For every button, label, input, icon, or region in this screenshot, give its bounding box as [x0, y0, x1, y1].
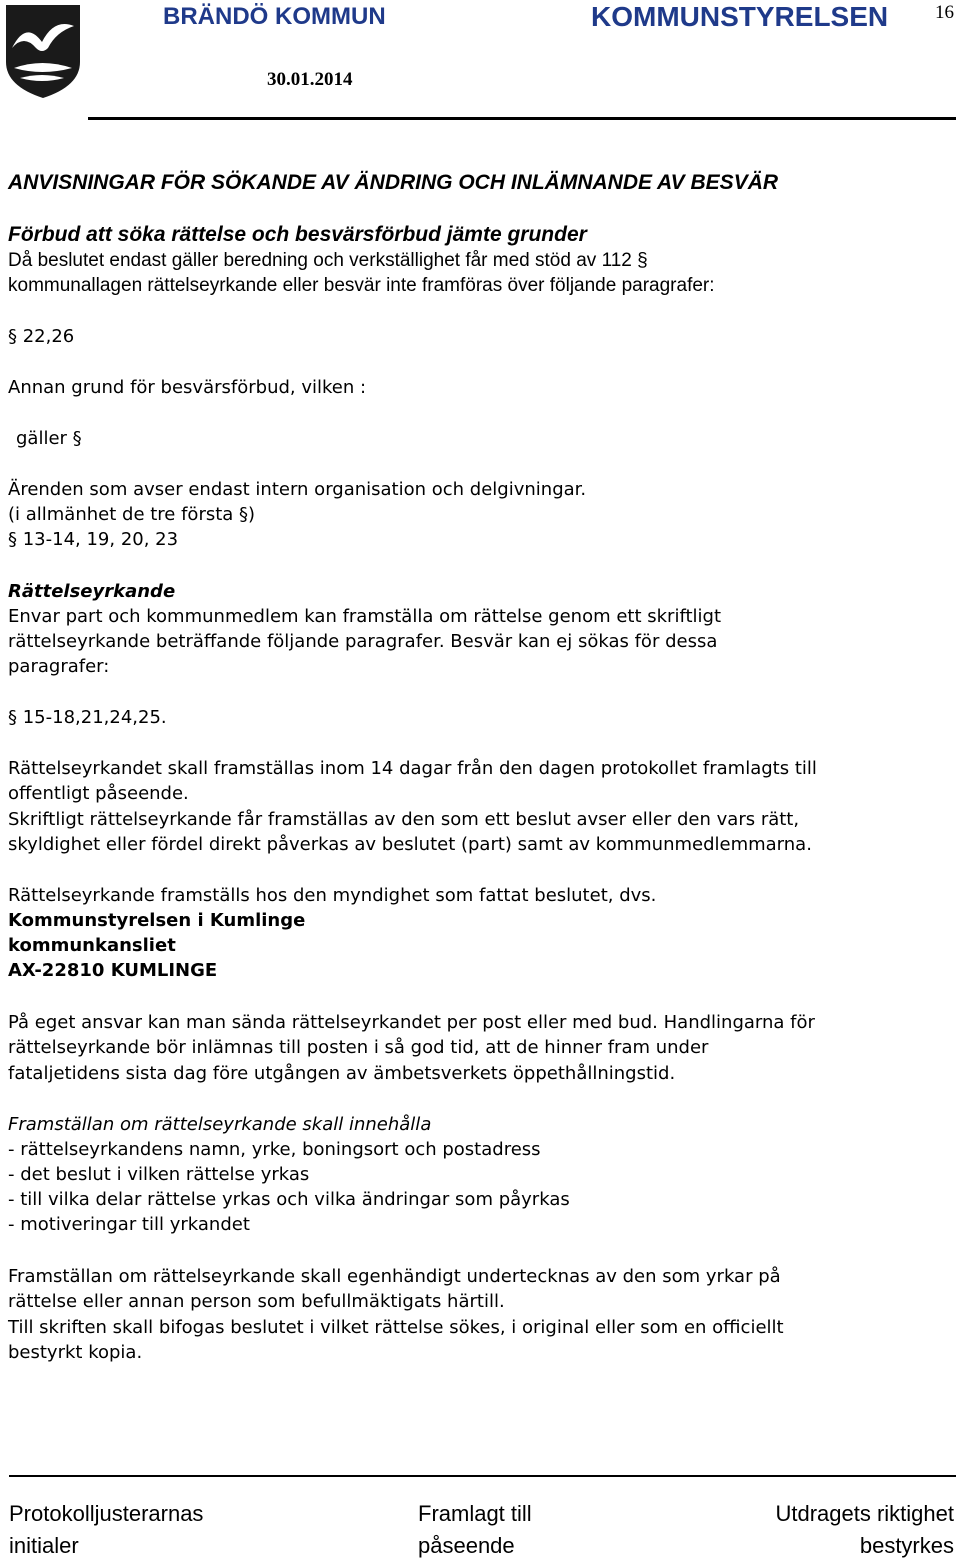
paragraph-list-2: § 13-14, 19, 20, 23 [8, 529, 179, 550]
list-item: - det beslut i vilken rättelse yrkas [8, 1164, 310, 1185]
list-item: - motiveringar till yrkandet [8, 1214, 250, 1235]
paragraph-list-1: § 22,26 [8, 326, 75, 347]
paragraph-list-3: § 15-18,21,24,25. [8, 707, 167, 728]
footer-display-line-2: påseende [418, 1533, 515, 1558]
contents-heading: Framställan om rättelseyrkande skall innehålla [8, 1114, 432, 1135]
other-ground-text: Annan grund för besvärsförbud, vilken : [8, 377, 367, 398]
matters-line-2: (i allmänhet de tre första §) [8, 504, 256, 525]
footer-initials-line-2: initialer [9, 1533, 79, 1558]
footer-initials-line-1: Protokolljusterarnas [9, 1501, 204, 1526]
document-title: ANVISNINGAR FÖR SÖKANDE AV ÄNDRING OCH INLÄMNANDE AV BESVÄR [8, 171, 779, 194]
footer-certified-line-2: bestyrkes [859, 1533, 954, 1558]
page-number: 16 [935, 2, 954, 23]
footer-divider [9, 1475, 956, 1477]
rectification-line-3: paragrafer: [8, 656, 110, 677]
prohibition-text-line-2: kommunallagen rättelseyrkande eller besvär inte framföras över följande paragrafer: [8, 275, 715, 296]
address-line-1: Kommunstyrelsen i Kumlinge [8, 910, 306, 931]
own-risk-line-1: På eget ansvar kan man sända rättelseyrkandet per post eller med bud. Handlingarna för [8, 1012, 815, 1033]
signature-line-2: rättelse eller annan person som befullmäktigats härtill. [8, 1291, 505, 1312]
own-risk-line-3: fataljetidens sista dag före utgången av ämbetsverkets öppethållningstid. [8, 1063, 676, 1084]
address-line-2: kommunkansliet [8, 935, 176, 956]
list-item: - rättelseyrkandens namn, yrke, boningsort och postadress [8, 1139, 541, 1160]
footer-certified [775, 1498, 954, 1562]
submission-text: Rättelseyrkande framställs hos den myndighet som fattat beslutet, dvs. [8, 885, 657, 906]
rectification-line-2: rättelseyrkande beträffande följande paragrafer. Besvär kan ej sökas för dessa [8, 631, 718, 652]
attachment-line-1: Till skriften skall bifogas beslutet i vilket rättelse sökes, i original eller som en officiellt [8, 1317, 784, 1338]
footer-display-line-1: Framlagt till [418, 1501, 532, 1526]
written-request-line-1: Skriftligt rättelseyrkande får framställas av den som ett beslut avser eller den vars rätt, [8, 809, 800, 830]
prohibition-text-line-1: Då beslutet endast gäller beredning och verkställighet får med stöd av 112 § [8, 250, 648, 271]
board-name: KOMMUNSTYRELSEN [591, 1, 889, 32]
meeting-date: 30.01.2014 [267, 69, 353, 90]
footer-certified-line-1: Utdragets riktighet [775, 1501, 954, 1526]
own-risk-line-2: rättelseyrkande bör inlämnas till posten i så god tid, att de hinner fram under [8, 1037, 709, 1058]
matters-line-1: Ärenden som avser endast intern organisation och delgivningar. [8, 479, 587, 500]
footer-display [418, 1498, 532, 1562]
written-request-line-2: skyldighet eller fördel direkt påverkas av beslutet (part) samt av kommunmedlemmarna. [8, 834, 812, 855]
signature-line-1: Framställan om rättelseyrkande skall egenhändigt undertecknas av den som yrkar på [8, 1266, 781, 1287]
deadline-line-1: Rättelseyrkandet skall framställas inom 14 dagar från den dagen protokollet framlagts till [8, 758, 817, 779]
municipal-coat-of-arms [2, 2, 84, 100]
deadline-line-2: offentligt påseende. [8, 783, 189, 804]
municipality-name: BRÄNDÖ KOMMUN [163, 3, 386, 30]
footer-initials [9, 1498, 203, 1562]
applies-text: gäller § [16, 428, 82, 449]
list-item: - till vilka delar rättelse yrkas och vilka ändringar som påyrkas [8, 1189, 570, 1210]
address-line-3: AX-22810 KUMLINGE [8, 960, 218, 981]
header-divider [88, 117, 956, 120]
rectification-line-1: Envar part och kommunmedlem kan framställa om rättelse genom ett skriftligt [8, 606, 722, 627]
prohibition-heading: Förbud att söka rättelse och besvärsförbud jämte grunder [8, 223, 587, 246]
attachment-line-2: bestyrkt kopia. [8, 1342, 143, 1363]
rectification-heading: Rättelseyrkande [8, 581, 176, 602]
